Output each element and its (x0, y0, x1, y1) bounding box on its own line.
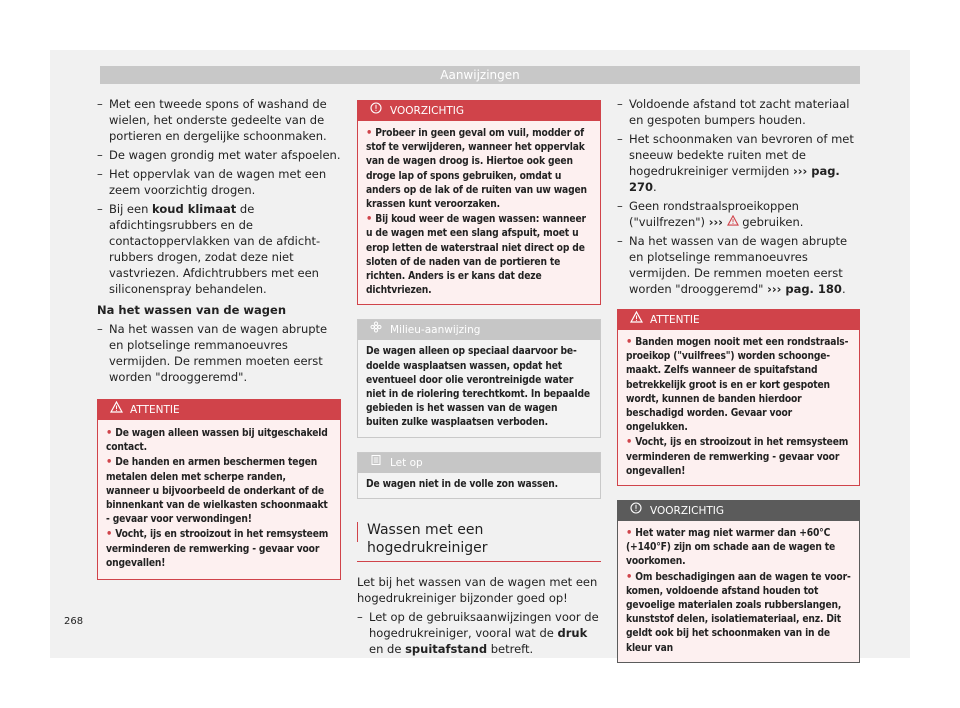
text: De wagen alleen wassen bij uitgeschakeld contact. (106, 428, 328, 454)
subheading: Na het wassen van de wagen (97, 303, 287, 317)
list-item (97, 201, 341, 297)
list-item: – Het oppervlak van de wagen met een zeem voorzichtig drogen. (97, 166, 341, 198)
attention-body (98, 420, 340, 579)
text: Het water mag niet warmer dan +60°C (+140°F) zijn om schade aan de wagen te voorkomen. (626, 528, 836, 568)
text: betreft. (487, 641, 534, 656)
bullet-item: • Banden mogen nooit met een rondstraalsproeikop ("vuilfrees") worden schoongemaakt. Zelfs wanneer de spuitafstand betrekkelijk groot is en er kort gespoten wordt, kunnen de banden hierdoor beschadigd worden. Gevaar voor ongelukken. (626, 335, 849, 434)
reference-link[interactable]: ››› (708, 215, 723, 229)
attention-body (618, 330, 859, 485)
text: . (653, 180, 657, 194)
attention-header (618, 310, 859, 330)
attention-box (97, 399, 341, 580)
text: gebruiken. (738, 215, 804, 229)
list-item: – De wagen grondig met water afspoelen. (97, 147, 341, 163)
caution-body (618, 521, 859, 662)
bold-text: druk (557, 625, 588, 640)
environment-box (357, 319, 601, 437)
list-item (617, 131, 860, 195)
warning-triangle-icon (108, 400, 124, 420)
text: Bij een (109, 202, 153, 216)
page-header: Aanwijzingen (100, 66, 860, 84)
text: Het schoonmaken van bevroren of met sneeuw bedekte ruiten met de hogedrukreiniger vermijden (629, 132, 854, 178)
list-item (617, 198, 860, 230)
attention-header (98, 400, 340, 420)
column-2 (357, 100, 601, 660)
bold-text: koud klimaat (152, 202, 237, 216)
info-circle-icon (368, 101, 384, 121)
text: De handen en armen beschermen tegen metalen delen met scherpe randen, wanneer u bijvoorbeeld de onderkant of de binnenkant van de wielkasten schoonmaakt - gevaar voor verwondingen! (106, 457, 328, 526)
bullet-item: • De handen en armen beschermen tegen metalen delen met scherpe randen, wanneer u bijvoorbeeld de onderkant of de binnenkant van de wielkasten schoonmaakt - gevaar voor verwondingen! (106, 455, 328, 526)
note-label: Let op (390, 456, 423, 469)
attention-box (617, 309, 860, 486)
bullet-item: • De wagen alleen wassen bij uitgeschakeld contact. (106, 426, 328, 454)
caution-body (358, 121, 600, 304)
note-book-icon (368, 453, 384, 473)
info-circle-icon (628, 501, 644, 521)
caution-header (358, 101, 600, 121)
page-reference-link[interactable]: ››› pag. 180 (767, 282, 842, 296)
column-1 (97, 96, 341, 580)
bullet-item: • Bij koud weer de wagen wassen: wanneer u de wagen met een slang afspuit, moet u erop letten de waterstraal niet direct op de sloten of de naden van de portieren te richten. Anders is er kans dat deze dichtvriezen. (366, 212, 586, 297)
text: en de (369, 641, 406, 656)
attention-label: ATTENTIE (130, 404, 180, 416)
environment-header (358, 320, 600, 340)
caution-box (357, 100, 601, 305)
text: Probeer in geen geval om vuil, modder of stof te verwijderen, wanneer het oppervlak van de wagen droog is. Hiertoe ook geen droge lap of spons gebruiken, omdat u anders op de lak of de ruiten van uw wagen krassen kunt veroorzaken. (366, 128, 587, 211)
text: Na het wassen van de wagen abrupte en plotselinge remmanoeuvres vermijden. De remmen moeten eerst worden "drooggeremd" (629, 234, 848, 296)
text: Om beschadigingen aan de wagen te voorkomen, voldoende afstand houden tot gevoelige materialen zoals rubberslangen, kunststof delen, isolatiemateriaal, enz. Dit geldt ook bij het schoonmaken van in de kleur van (626, 571, 851, 654)
list-item (617, 233, 860, 297)
note-body: De wagen niet in de volle zon wassen. (358, 473, 600, 498)
caution-box (617, 500, 860, 663)
note-header (358, 453, 600, 473)
caution-header (618, 501, 859, 521)
bullet-item: • Vocht, ijs en strooizout in het remsysteem verminderen de remwerking - gevaar voor ongevallen! (106, 527, 329, 569)
text: . (841, 282, 846, 296)
list-item: – Voldoende afstand tot zacht materiaal en gespoten bumpers houden. (617, 96, 860, 128)
bullet-item: • Vocht, ijs en strooizout in het remsysteem verminderen de remwerking - gevaar voor ongevallen! (626, 435, 849, 477)
environment-body: De wagen alleen op speciaal daarvoor bedoelde wasplaatsen wassen, opdat het eventueel door olie verontreinigde water niet in de riolering terechtkomt. In bepaalde gebieden is het wassen van de wagen buiten zulke wasplaatsen verboden. (358, 340, 600, 436)
bold-text: spuitafstand (405, 641, 488, 656)
bullet-item: • Probeer in geen geval om vuil, modder of stof te verwijderen, wanneer het oppervlak van de wagen droog is. Hiertoe ook geen droge lap of spons gebruiken, omdat u anders op de lak of de ruiten van uw wagen krassen kunt veroorzaken. (366, 126, 587, 211)
bullet-item: • Om beschadigingen aan de wagen te voorkomen, voldoende afstand houden tot gevoelige materialen zoals rubberslangen, kunststof delen, isolatiemateriaal, enz. Dit geldt ook bij het schoonmaken van in de kleur van (626, 569, 851, 654)
list-item (357, 609, 601, 657)
text: Vocht, ijs en strooizout in het remsysteem verminderen de remwerking - gevaar voor ongevallen! (626, 437, 849, 477)
list-item: – Met een tweede spons of washand de wielen, het onderste gedeelte van de portieren en dergelijke schoonmaken. (97, 96, 341, 144)
text: Vocht, ijs en strooizout in het remsysteem verminderen de remwerking - gevaar voor ongevallen! (106, 529, 329, 569)
section-title: Wassen met een hogedrukreiniger (357, 521, 601, 562)
text: Let op de gebruiksaanwijzingen voor de hogedrukreiniger, vooral wat de (369, 609, 599, 640)
warning-triangle-icon (727, 215, 739, 229)
page-number: 268 (64, 616, 84, 627)
column-3 (617, 96, 860, 663)
text: Banden mogen nooit met een rondstraalsproeikop ("vuilfrees") worden schoongemaakt. Zelfs wanneer de spuitafstand betrekkelijk groot is en er kort gespoten wordt, kunnen de banden hierdoor beschadigd worden. Gevaar voor ongelukken. (626, 337, 849, 434)
text: Geen rondstraalsproeikoppen ("vuilfrezen") (629, 199, 799, 229)
text: Bij koud weer de wagen wassen: wanneer u de wagen met een slang afspuit, moet u erop letten de waterstraal niet direct op de sloten of de naden van de portieren te richten. Anders is er kans dat deze dichtvriezen. (366, 214, 586, 297)
environment-label: Milieu-aanwijzing (390, 324, 481, 337)
note-box (357, 452, 601, 499)
page-reference-link[interactable]: ››› pag. 270 (629, 164, 840, 194)
bullet-item: • Het water mag niet warmer dan +60°C (+140°F) zijn om schade aan de wagen te voorkomen. (626, 526, 836, 568)
warning-triangle-icon (628, 310, 644, 330)
attention-label: ATTENTIE (650, 314, 700, 326)
caution-label: VOORZICHTIG (650, 505, 724, 518)
flower-icon (368, 320, 384, 340)
list-item: – Na het wassen van de wagen abrupte en plotselinge remmanoeuvres vermijden. De remmen moeten eerst worden "drooggeremd". (97, 321, 341, 385)
caution-label: VOORZICHTIG (390, 105, 464, 117)
text: de afdichtingsrubbers en de contactoppervlakken van de afdichtrubbers drogen, zodat deze niet vastvriezen. Afdichtrubbers met een siliconenspray behandelen. (109, 202, 321, 296)
intro-text: Let bij het wassen van de wagen met een hogedrukreiniger bijzonder goed op! (357, 574, 598, 605)
